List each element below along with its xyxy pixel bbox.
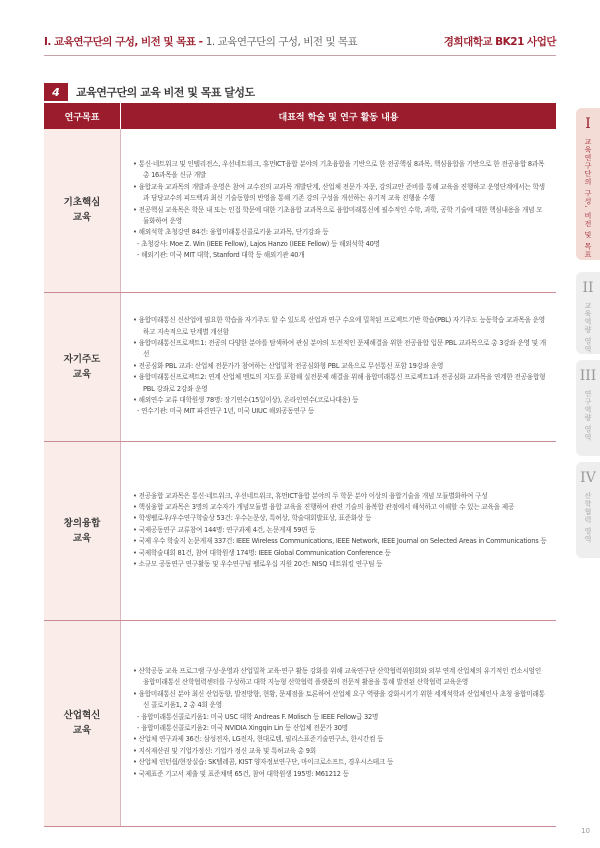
goal-label: 자기주도 (63, 353, 101, 365)
list-item: • 국제 우수 학술지 논문게재 337건: IEEE Wireless Communications, IEEE Network, IEEE Journal on Selected Areas in Communications 등 (133, 537, 547, 546)
goals-table (44, 103, 556, 827)
list-item: • 융합교육 교과목의 개발과 운영은 참여 교수진의 교과목 개발단계, 산업체 전문가 자문, 강의교안 준비를 통해 교육을 진행하고 운영단계에서는 학생과 담당교수의 피드백과 최신 기술동향의 반영을 통해 기존 강의 구성을 개선하는 유기적 교육 진행을 수행 (133, 182, 545, 203)
list-item: • 해외석학 초청강연 84건: 융합미래통신콜로키움 교과목, 단기강좌 등 (133, 228, 329, 237)
page-number: 10 (581, 827, 590, 835)
list-item: • 국제학술대회 81건, 참여 대학원생 174명: IEEE Global Communication Conference 등 (133, 548, 391, 557)
activity-list (133, 491, 548, 571)
chapter-tab-numeral: IV (580, 470, 596, 486)
list-item: - 연수기관: 미국 MIT 파견연구 1년, 미국 UIUC 해외공동연구 등 (137, 407, 315, 416)
activities-cell (121, 129, 557, 292)
section-number: 4 (44, 83, 68, 101)
goal-label: 창의융합 (63, 517, 101, 529)
chapter-tab-label: 교육연구단의 구성, 비전 및 목표 (584, 138, 592, 259)
list-item: • 융합미래통신프로젝트1: 전공의 다양한 분야를 탐색하여 관심 분야의 도전적인 문제해결을 위한 전공융합 입문 PBL 교과목으로 총 3강좌 운영 및 개선 (133, 338, 546, 359)
chapter-tab-label: 산학협력 영역 (584, 492, 592, 544)
activity-list (133, 666, 548, 780)
list-item: - 초청강사: Moe Z. Win (IEEE Fellow), Lajos Hanzo (IEEE Fellow) 등 해외석학 40명 (137, 239, 380, 248)
list-item: • 해외연수 교류 대학원생 78명: 장기연수(15일이상), 온라인연수(코로나대응) 등 (133, 396, 359, 405)
list-item: • 국제표준 기고서 제출 및 표준채택 65건, 참여 대학원생 195명: M61212 등 (133, 769, 349, 778)
goal-label: 교육 (72, 368, 92, 380)
column-header-activities: 대표적 학술 및 연구 활동 내용 (121, 103, 557, 129)
list-item: • 전공심화 PBL 교과: 산업체 전문가가 참여하는 산업밀착 전공심화형 PBL 교육으로 무선통신 포함 19강좌 운영 (133, 361, 444, 370)
list-item: • 지식재산권 및 기업가정신: 기업가 정신 교육 및 특허교육 총 9회 (133, 746, 316, 755)
list-item: • 산업체 연구과제 36건: 삼성전자, LG전자, 현대로템, 필리스표준기술연구소, 한시간컴 등 (133, 735, 384, 744)
chapter-tab-numeral: II (582, 280, 594, 296)
goal-cell (44, 292, 121, 441)
table-row (44, 441, 556, 620)
header-breadcrumb (44, 34, 357, 49)
list-item: • 전공융합 교과목은 통신·네트워크, 우선네트워크, 휴먼ICT융합 분야의 두 학문 분야 이상의 융합기술을 개념 모듈별화하여 구성 (133, 491, 488, 500)
chapter-tab-label: 연구역량 영역 (584, 390, 592, 442)
goal-label: 산업혁신 (63, 710, 101, 721)
goal-label: 교육 (72, 532, 92, 544)
activity-list (133, 315, 548, 418)
header-divider (44, 55, 556, 56)
goal-cell (44, 129, 121, 292)
list-item: • 융합미래통신 분야 최신 산업동향, 발전방향, 현황, 문제점을 토론하여 산업체 요구 역량을 강화시키기 위한 세계석학과 산업체인사 초청 융합미래통신 콜로키움1, 2 총 4회 운영 (133, 689, 545, 710)
activities-cell (121, 441, 557, 620)
chapter-tab-numeral: III (579, 368, 597, 384)
list-item: • 융합미래통신 신산업에 필요한 학습을 자기주도 할 수 있도록 산업과 연구 수요에 밀착된 프로젝트기반 학습(PBL) 자기주도 능동학습 교과목을 운영하고 지속적으로 단계별 개선함 (133, 316, 545, 336)
list-item: • 융합미래통신프로젝트2: 연계 산업체 멘토의 지도를 포함해 실전문제 해결을 위해 융합미래통신 프로젝트1과 전공심화 교과목을 연계한 전공융합형 PBL 강좌로 2강좌 운영 (133, 373, 546, 393)
chapter-tab-numeral: I (585, 116, 591, 132)
list-item: - 해외기관: 미국 MIT 대학, Stanford 대학 등 해외기관 40개 (137, 251, 305, 260)
chapter-tab[interactable] (576, 462, 600, 558)
list-item: • 전공핵심 교육목은 학문 내 또는 인접 학문에 대한 기초융합 교과목으로 융합미래통신에 필수적인 수학, 과학, 공학 기술에 대한 핵심내용을 개념 모듈화하여 운영 (133, 205, 543, 225)
activity-list (133, 159, 548, 262)
goal-label: 교육 (72, 725, 92, 736)
list-item: • 국제공동연구 교류참여 144명: 연구과제 4건, 논문게재 59편 등 (133, 525, 316, 534)
header-chapter: I. 교육연구단의 구성, 비전 및 목표 - (44, 36, 206, 48)
list-item: • 핵심융합 교과목은 3명의 교수자가 개념모듈별 융합 교육을 진행하여 관련 기술의 융복합 관점에서 해석하고 이해할 수 있는 교육을 제공 (133, 502, 515, 511)
chapter-tab[interactable] (576, 360, 600, 456)
table-row (44, 620, 556, 826)
header-organization: 경희대학교 BK21 사업단 (443, 36, 556, 48)
list-item: • 소규모 공동연구 연구활동 및 우수연구팀 펠로우십 지원 20건: NISQ 네트워킹 연구팀 등 (133, 560, 383, 569)
activities-cell (121, 292, 557, 441)
header-section: 1. 교육연구단의 구성, 비전 및 목표 (205, 36, 358, 48)
goal-cell (44, 441, 121, 620)
section-title: 교육연구단의 교육 비전 및 목표 달성도 (76, 86, 255, 99)
list-item: • 통신·네트워크 및 인텔리전스, 우선네트워크, 휴먼ICT융합 분야의 기초융합을 기반으로 한 전공핵심 8과목, 핵심융합을 기반으로 한 전공융합 8과목 총 16과목을 신규 개발 (133, 159, 545, 180)
table-row (44, 129, 556, 292)
list-item: • 산업체 인턴쉽/현장실습: SK텔레콤, KIST 양자정보연구단, 마이크로소프트, 경우시스테크 등 (133, 758, 394, 767)
list-item: • 학생펠로우/우수연구학술상 53건: 우수논문상, 특허상, 학술대회발표상, 표준화상 등 (133, 514, 372, 523)
list-item: • 산학공동 교육 프로그램 구성·운영과 산업밀착 교육·연구 활동 강화를 위해 교육연구단 산학협력위원회와 외부 연계 산업체의 유기적인 컨소시엄인 융합미래통신 산학협력센터를 구성하고 대학 지능형 산학협력 플랫폼의 전문적 활용을 통해 발전된 산학협력 교육운영 (133, 666, 541, 687)
goal-cell (44, 620, 121, 826)
table-body (44, 129, 556, 826)
list-item: - 융합미래통신콜로키움2: 미국 NVIDIA Xingqin Lin 등 산업체 전문가 30명 (137, 724, 348, 732)
goal-label: 기초핵심 (63, 197, 101, 209)
activities-cell (121, 620, 557, 826)
table-header-row (44, 103, 556, 129)
list-item: - 융합미래통신콜로키움1: 미국 USC 대학 Andreas F. Molisch 등 IEEE Fellow급 32명 (137, 712, 379, 721)
column-header-goal: 연구목표 (44, 103, 121, 129)
chapter-tab[interactable] (576, 272, 600, 354)
section-heading (44, 82, 255, 102)
goal-label: 교육 (72, 212, 92, 224)
chapter-tab[interactable] (576, 108, 600, 260)
chapter-tab-label: 교육역량 영역 (584, 302, 592, 354)
table-row (44, 292, 556, 441)
